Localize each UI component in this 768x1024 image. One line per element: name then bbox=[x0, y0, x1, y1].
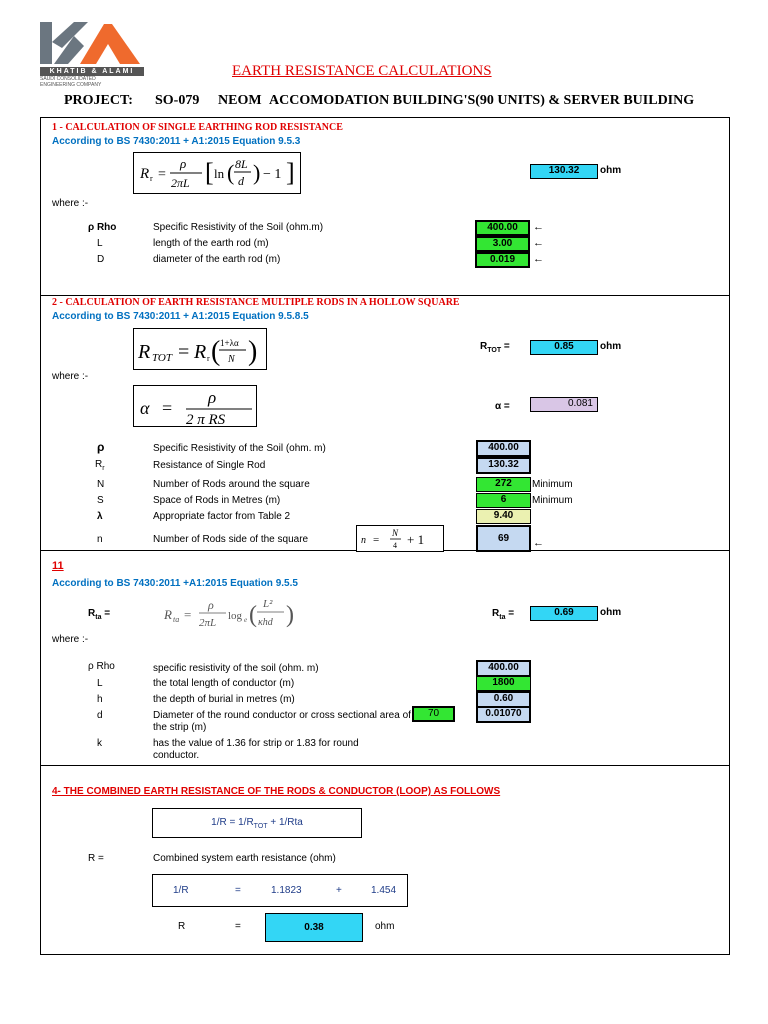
s2-param-rr-symbol-r: R bbox=[95, 459, 103, 470]
single-rod-formula-graphic bbox=[134, 153, 300, 193]
svg-text:R: R bbox=[164, 607, 172, 622]
svg-text:α: α bbox=[140, 398, 150, 418]
s2-param-lambda-value: 9.40 bbox=[476, 509, 531, 524]
svg-text:(: ( bbox=[227, 160, 235, 185]
rtot-label bbox=[480, 341, 510, 354]
final-equals: = bbox=[235, 921, 241, 932]
s2-param-rr-value: 130.32 bbox=[476, 457, 531, 474]
param-diameter-description: diameter of the earth rod (m) bbox=[153, 254, 281, 265]
s2-param-sides-value: 69 bbox=[476, 525, 531, 552]
calc-equals: = bbox=[235, 885, 241, 896]
s2-param-rr-description: Resistance of Single Rod bbox=[153, 460, 266, 471]
rtot-label-sub: TOT bbox=[487, 347, 502, 354]
combined-r-label: R = bbox=[88, 853, 104, 864]
s2-param-rho-value[interactable]: 400.00 bbox=[476, 440, 531, 457]
rtot-label-eq: = bbox=[501, 341, 510, 352]
conductor-size-input[interactable]: 70 bbox=[412, 706, 455, 722]
combined-r-description: Combined system earth resistance (ohm) bbox=[153, 853, 336, 864]
section-2-title: 2 - CALCULATION OF EARTH RESISTANCE MULTIPLE RODS IN A HOLLOW SQUARE bbox=[52, 297, 460, 308]
rtot-label-r: R bbox=[480, 341, 488, 352]
input-arrow-icon: ← bbox=[533, 237, 544, 249]
s3-param-k-symbol: k bbox=[97, 738, 102, 749]
svg-text:log: log bbox=[228, 610, 243, 622]
svg-text:κhd: κhd bbox=[258, 617, 273, 628]
project-name: NEOM bbox=[218, 93, 262, 108]
param-rho-symbol: ρ Rho bbox=[88, 222, 117, 233]
single-rod-resistance-value: 130.32 bbox=[530, 164, 598, 179]
s2-param-n-value[interactable]: 272 bbox=[476, 477, 531, 492]
conductor-formula bbox=[160, 593, 310, 636]
svg-text:2πL: 2πL bbox=[171, 176, 190, 190]
svg-text:− 1: − 1 bbox=[263, 167, 282, 182]
s2-param-lambda-symbol: λ bbox=[97, 511, 103, 522]
rta-left-label-sub: ta bbox=[95, 614, 102, 621]
svg-text:N: N bbox=[392, 528, 399, 538]
calc-plus: + bbox=[336, 885, 342, 896]
rtot-value: 0.85 bbox=[530, 340, 598, 355]
project-label: PROJECT: bbox=[64, 93, 133, 108]
svg-text:e: e bbox=[244, 616, 248, 624]
svg-text:=: = bbox=[162, 398, 173, 418]
svg-text:d: d bbox=[238, 174, 244, 188]
svg-text:R: R bbox=[194, 341, 207, 363]
s3-param-diameter-symbol: d bbox=[97, 710, 103, 721]
s3-param-length-symbol: L bbox=[97, 678, 103, 689]
param-length-symbol: L bbox=[97, 238, 103, 249]
rta-right-label-r: R bbox=[492, 608, 500, 619]
sides-formula-graphic bbox=[357, 526, 443, 551]
final-resistance-value: 0.38 bbox=[265, 913, 363, 942]
calc-rta-inverse: 1.454 bbox=[371, 885, 397, 896]
svg-text:ln: ln bbox=[214, 166, 225, 181]
param-diameter-value[interactable]: 0.019 bbox=[475, 252, 530, 268]
svg-text:2πL: 2πL bbox=[199, 617, 217, 629]
final-resistance-unit: ohm bbox=[375, 921, 395, 932]
svg-text:r: r bbox=[150, 174, 153, 183]
hollow-square-formula bbox=[133, 328, 267, 370]
s3-param-length-description: the total length of conductor (m) bbox=[153, 678, 295, 689]
svg-text:(: ( bbox=[211, 336, 221, 367]
rta-value: 0.69 bbox=[530, 606, 598, 621]
s3-param-length-value[interactable]: 1800 bbox=[476, 676, 531, 691]
final-r-label: R bbox=[178, 921, 186, 932]
combined-formula-tail: + 1/Rta bbox=[267, 817, 303, 828]
svg-text:+ 1: + 1 bbox=[407, 532, 425, 547]
alpha-formula-graphic bbox=[134, 386, 256, 426]
s3-param-k-description: has the value of 1.36 for strip or 1.83 for round conductor. bbox=[153, 738, 359, 761]
svg-text:TOT: TOT bbox=[152, 352, 172, 364]
svg-text:L²: L² bbox=[263, 598, 273, 610]
s2-param-s-note: Minimum bbox=[532, 495, 573, 506]
svg-text:=: = bbox=[158, 167, 166, 182]
logo-subtitle-1: SAUDI CONSOLIDATED bbox=[40, 76, 96, 82]
svg-text:n: n bbox=[361, 535, 366, 546]
project-code: SO-079 bbox=[155, 93, 200, 108]
s3-param-rho-description: specific resistivity of the soil (ohm. m) bbox=[153, 663, 319, 674]
svg-text:): ) bbox=[248, 336, 258, 367]
section-divider-1 bbox=[40, 295, 730, 296]
svg-text:R: R bbox=[138, 341, 151, 363]
section-2-standard: According to BS 7430:2011 + A1:2015 Equation 9.5.8.5 bbox=[52, 311, 309, 322]
param-rho-description: Specific Resistivity of the Soil (ohm.m) bbox=[153, 222, 324, 233]
section-3-title: 11 bbox=[52, 560, 64, 572]
section-2-where: where :- bbox=[52, 371, 89, 382]
rtot-unit: ohm bbox=[600, 341, 622, 352]
svg-text:8L: 8L bbox=[235, 157, 248, 171]
param-diameter-symbol: D bbox=[97, 254, 105, 265]
s3-param-diameter-description: Diameter of the round conductor or cross sectional area of the strip (m) bbox=[153, 710, 411, 733]
s2-param-n-symbol: N bbox=[97, 479, 105, 490]
sides-formula bbox=[356, 525, 444, 552]
svg-text:N: N bbox=[228, 354, 235, 365]
rta-unit: ohm bbox=[600, 607, 622, 618]
s2-param-s-value[interactable]: 6 bbox=[476, 493, 531, 508]
param-length-value[interactable]: 3.00 bbox=[475, 236, 530, 252]
svg-text:ρ: ρ bbox=[208, 388, 217, 407]
svg-text:]: ] bbox=[286, 158, 295, 187]
s3-param-depth-symbol: h bbox=[97, 694, 103, 705]
input-arrow-icon: ← bbox=[533, 537, 544, 549]
svg-text:(: ( bbox=[249, 602, 257, 628]
s2-param-rr-symbol bbox=[95, 459, 105, 472]
document-title: EARTH RESISTANCE CALCULATIONS bbox=[232, 63, 492, 79]
alpha-formula bbox=[133, 385, 257, 427]
s2-param-sides-description: Number of Rods side of the square bbox=[153, 534, 309, 545]
rta-right-label-sub: ta bbox=[499, 614, 506, 621]
logo-company-name: KHATIB & ALAMI bbox=[40, 67, 144, 76]
s2-param-rho-description: Specific Resistivity of the Soil (ohm. m) bbox=[153, 443, 326, 454]
section-4-title: 4- THE COMBINED EARTH RESISTANCE OF THE RODS & CONDUCTOR (LOOP) AS FOLLOWS bbox=[52, 786, 501, 797]
rta-left-label-r: R bbox=[88, 608, 96, 619]
single-rod-formula bbox=[133, 152, 301, 194]
section-divider-3 bbox=[40, 765, 730, 766]
alpha-value: 0.081 bbox=[530, 397, 598, 412]
s3-param-depth-description: the depth of burial in metres (m) bbox=[153, 694, 295, 705]
s3-param-depth-value[interactable]: 0.60 bbox=[476, 691, 531, 708]
svg-text:): ) bbox=[253, 160, 261, 185]
svg-text:R: R bbox=[140, 166, 150, 182]
svg-text:ta: ta bbox=[173, 615, 180, 624]
section-1-standard: According to BS 7430:2011 + A1:2015 Equation 9.5.3 bbox=[52, 136, 301, 147]
section-1-where: where :- bbox=[52, 198, 89, 209]
svg-text:ρ: ρ bbox=[180, 156, 187, 171]
svg-text:[: [ bbox=[205, 158, 214, 187]
calc-lhs: 1/R bbox=[173, 885, 189, 896]
rta-right-label bbox=[492, 608, 514, 621]
combined-formula-box bbox=[152, 808, 362, 838]
param-rho-value[interactable]: 400.00 bbox=[475, 220, 530, 236]
rta-left-label-eq: = bbox=[101, 608, 111, 619]
s2-param-s-symbol: S bbox=[97, 495, 104, 506]
combined-calc-box bbox=[152, 874, 408, 907]
hollow-square-formula-graphic bbox=[134, 329, 266, 369]
svg-text:4: 4 bbox=[393, 541, 397, 550]
combined-formula-sub: TOT bbox=[253, 823, 268, 830]
s2-param-rr-symbol-sub: r bbox=[102, 465, 105, 472]
s2-param-n-note: Minimum bbox=[532, 479, 573, 490]
logo-mark bbox=[40, 20, 144, 64]
single-rod-resistance-unit: ohm bbox=[600, 165, 622, 176]
conductor-formula-graphic bbox=[160, 593, 310, 633]
param-length-description: length of the earth rod (m) bbox=[153, 238, 269, 249]
calc-rtot-inverse: 1.1823 bbox=[271, 885, 302, 896]
svg-text:2 π RS: 2 π RS bbox=[186, 412, 226, 426]
s2-param-rho-symbol: ρ bbox=[97, 440, 105, 454]
svg-text:): ) bbox=[286, 602, 294, 628]
s2-param-s-description: Space of Rods in Metres (m) bbox=[153, 495, 281, 506]
s2-param-n-description: Number of Rods around the square bbox=[153, 479, 310, 490]
project-description: ACCOMODATION BUILDING'S(90 UNITS) & SERVER BUILDING bbox=[269, 93, 695, 108]
svg-text:=: = bbox=[178, 341, 190, 363]
s3-param-diameter-value: 0.01070 bbox=[476, 706, 531, 723]
combined-formula: 1/R = 1/R bbox=[211, 817, 254, 828]
svg-text:1+λα: 1+λα bbox=[220, 338, 239, 348]
section-3-standard: According to BS 7430:2011 +A1:2015 Equation 9.5.5 bbox=[52, 578, 298, 589]
section-1-title: 1 - CALCULATION OF SINGLE EARTHING ROD RESISTANCE bbox=[52, 122, 343, 133]
input-arrow-icon: ← bbox=[533, 221, 544, 233]
svg-text:ρ: ρ bbox=[208, 598, 214, 612]
company-logo bbox=[40, 20, 144, 88]
svg-text:=: = bbox=[184, 607, 192, 622]
rta-left-label bbox=[88, 608, 110, 621]
input-arrow-icon: ← bbox=[533, 253, 544, 265]
section-3-where: where :- bbox=[52, 634, 89, 645]
s2-param-lambda-description: Appropriate factor from Table 2 bbox=[153, 511, 291, 522]
logo-subtitle-2: ENGINEERING COMPANY bbox=[40, 82, 102, 88]
svg-text:=: = bbox=[373, 534, 380, 546]
s3-param-rho-value: 400.00 bbox=[476, 660, 531, 677]
rta-right-label-eq: = bbox=[505, 608, 515, 619]
s3-param-rho-symbol: ρ Rho bbox=[88, 661, 115, 672]
svg-text:r: r bbox=[207, 354, 210, 363]
s2-param-sides-symbol: n bbox=[97, 534, 103, 545]
alpha-label: α = bbox=[495, 401, 510, 412]
